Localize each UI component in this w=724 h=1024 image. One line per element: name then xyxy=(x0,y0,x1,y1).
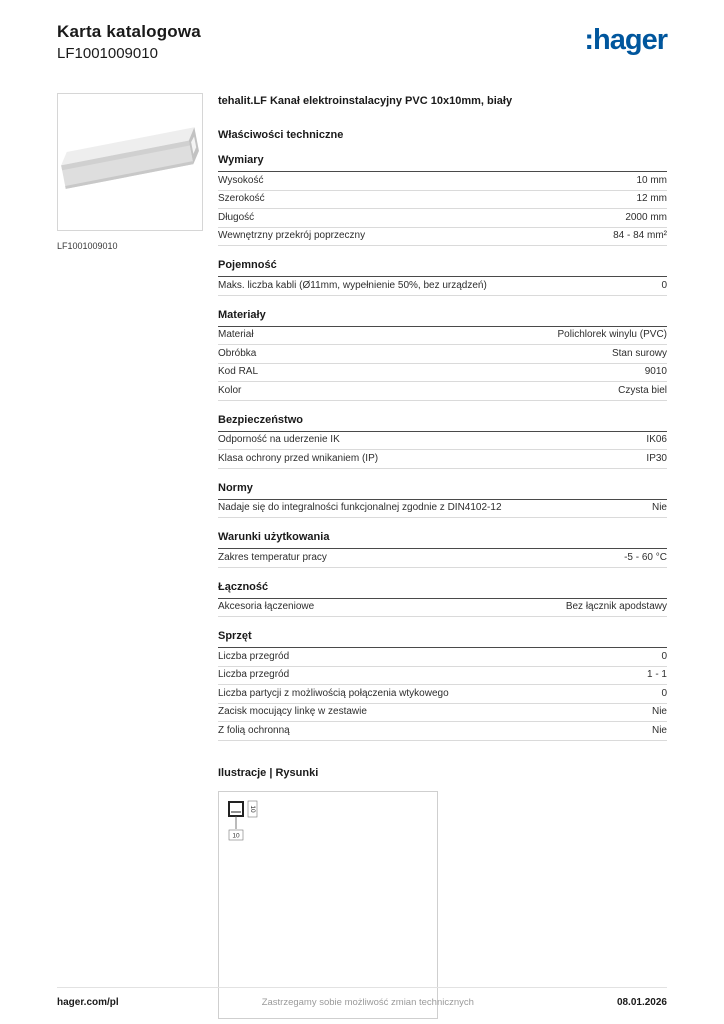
spec-label: Zacisk mocujący linkę w zestawie xyxy=(218,706,367,717)
illustrations-heading: Ilustracje | Rysunki xyxy=(218,766,319,779)
spec-sections xyxy=(218,154,667,741)
spec-row xyxy=(218,228,667,247)
spec-value: -5 - 60 °C xyxy=(624,551,667,563)
section-title: Bezpieczeństwo xyxy=(218,414,667,432)
header-text xyxy=(57,22,201,62)
spec-row xyxy=(218,209,667,228)
spec-label: Kolor xyxy=(218,384,242,396)
spec-label: Maks. liczba kabli (Ø11mm, wypełnienie 50%, bez urządzeń) xyxy=(218,279,487,291)
spec-row xyxy=(218,450,667,469)
spec-section xyxy=(218,630,667,741)
section-title: Materiały xyxy=(218,309,667,327)
spec-label: Wysokość xyxy=(218,174,264,186)
spec-value: IP30 xyxy=(646,452,667,464)
spec-value: IK06 xyxy=(646,434,667,445)
content-area xyxy=(0,93,724,1019)
spec-value: 1 - 1 xyxy=(646,669,667,680)
dimension-drawing xyxy=(223,796,303,860)
spec-value: Polichlorek winylu (PVC) xyxy=(557,329,667,340)
spec-row xyxy=(218,549,667,568)
spec-label: Materiał xyxy=(218,329,254,340)
dim-height-label: 10 xyxy=(248,804,256,813)
section-title: Pojemność xyxy=(218,259,667,277)
spec-row xyxy=(218,685,667,704)
spec-section xyxy=(218,414,667,469)
spec-label: Nadaje się do integralności funkcjonalnej zgodnie z DIN4102-12 xyxy=(218,502,502,513)
section-title: Łączność xyxy=(218,581,667,599)
product-image-caption: LF1001009010 xyxy=(57,241,118,251)
spec-value: Nie xyxy=(651,724,667,736)
spec-row xyxy=(218,648,667,667)
spec-label: Kod RAL xyxy=(218,366,259,377)
tech-properties-heading: Właściwości techniczne xyxy=(218,129,344,141)
spec-row xyxy=(218,599,667,618)
page-title: Karta katalogowa xyxy=(57,22,201,41)
footer-website-link[interactable]: hager.com/pl xyxy=(57,997,119,1008)
spec-value: 10 mm xyxy=(636,174,667,186)
spec-row xyxy=(218,364,667,383)
spec-value: 2000 mm xyxy=(625,211,667,223)
spec-row xyxy=(218,704,667,723)
spec-label: Odporność na uderzenie IK xyxy=(218,434,340,445)
spec-label: Szerokość xyxy=(218,193,265,204)
spec-value: Nie xyxy=(651,502,667,513)
spec-label: Zakres temperatur pracy xyxy=(218,551,327,563)
page-header xyxy=(0,0,724,62)
spec-value: 9010 xyxy=(644,366,667,377)
footer-disclaimer: Zastrzegamy sobie możliwość zmian technicznych xyxy=(261,997,474,1008)
spec-label: Akcesoria łączeniowe xyxy=(218,601,315,612)
spec-row xyxy=(218,277,667,296)
spec-label: Liczba partycji z możliwością połączenia wtykowego xyxy=(218,687,449,699)
main-column xyxy=(218,93,667,1019)
spec-section xyxy=(218,154,667,246)
spec-row xyxy=(218,722,667,741)
spec-section xyxy=(218,309,667,401)
spec-value: 0 xyxy=(661,687,667,699)
page-footer xyxy=(57,987,667,1008)
spec-row xyxy=(218,172,667,191)
product-title: tehalit.LF Kanał elektroinstalacyjny PVC 10x10mm, biały xyxy=(218,95,513,107)
spec-row xyxy=(218,500,667,519)
spec-row xyxy=(218,667,667,686)
spec-value: Stan surowy xyxy=(611,347,667,359)
spec-label: Liczba przegród xyxy=(218,650,290,662)
spec-value: 12 mm xyxy=(636,193,667,204)
spec-value: Czysta biel xyxy=(618,384,667,396)
section-title: Normy xyxy=(218,482,667,500)
spec-label: Obróbka xyxy=(218,347,257,359)
section-title: Wymiary xyxy=(218,154,667,172)
spec-label: Klasa ochrony przed wnikaniem (IP) xyxy=(218,452,379,464)
spec-value: Bez łącznik apodstawy xyxy=(565,601,667,612)
spec-row xyxy=(218,345,667,364)
spec-label: Długość xyxy=(218,211,255,223)
spec-value: 0 xyxy=(661,279,667,291)
spec-row xyxy=(218,432,667,451)
spec-row xyxy=(218,382,667,401)
spec-row xyxy=(218,327,667,346)
spec-value: 0 xyxy=(661,650,667,662)
dim-width-label: 10 xyxy=(232,832,240,839)
illustration-box xyxy=(218,791,438,1019)
spec-label: Liczba przegród xyxy=(218,669,290,680)
left-column xyxy=(57,93,218,251)
spec-value: 84 - 84 mm² xyxy=(613,230,667,241)
spec-section xyxy=(218,581,667,618)
spec-row xyxy=(218,191,667,210)
section-title: Sprzęt xyxy=(218,630,667,648)
trunking-product-render xyxy=(58,94,203,231)
section-title: Warunki użytkowania xyxy=(218,531,667,549)
spec-label: Wewnętrzny przekrój poprzeczny xyxy=(218,230,366,241)
product-reference: LF1001009010 xyxy=(57,45,158,62)
footer-date: 08.01.2026 xyxy=(616,997,667,1008)
spec-section xyxy=(218,531,667,568)
spec-section xyxy=(218,482,667,519)
hager-logo: :hager xyxy=(584,24,667,56)
product-image xyxy=(57,93,203,231)
spec-section xyxy=(218,259,667,296)
spec-label: Z folią ochronną xyxy=(218,724,290,736)
spec-value: Nie xyxy=(651,706,667,717)
